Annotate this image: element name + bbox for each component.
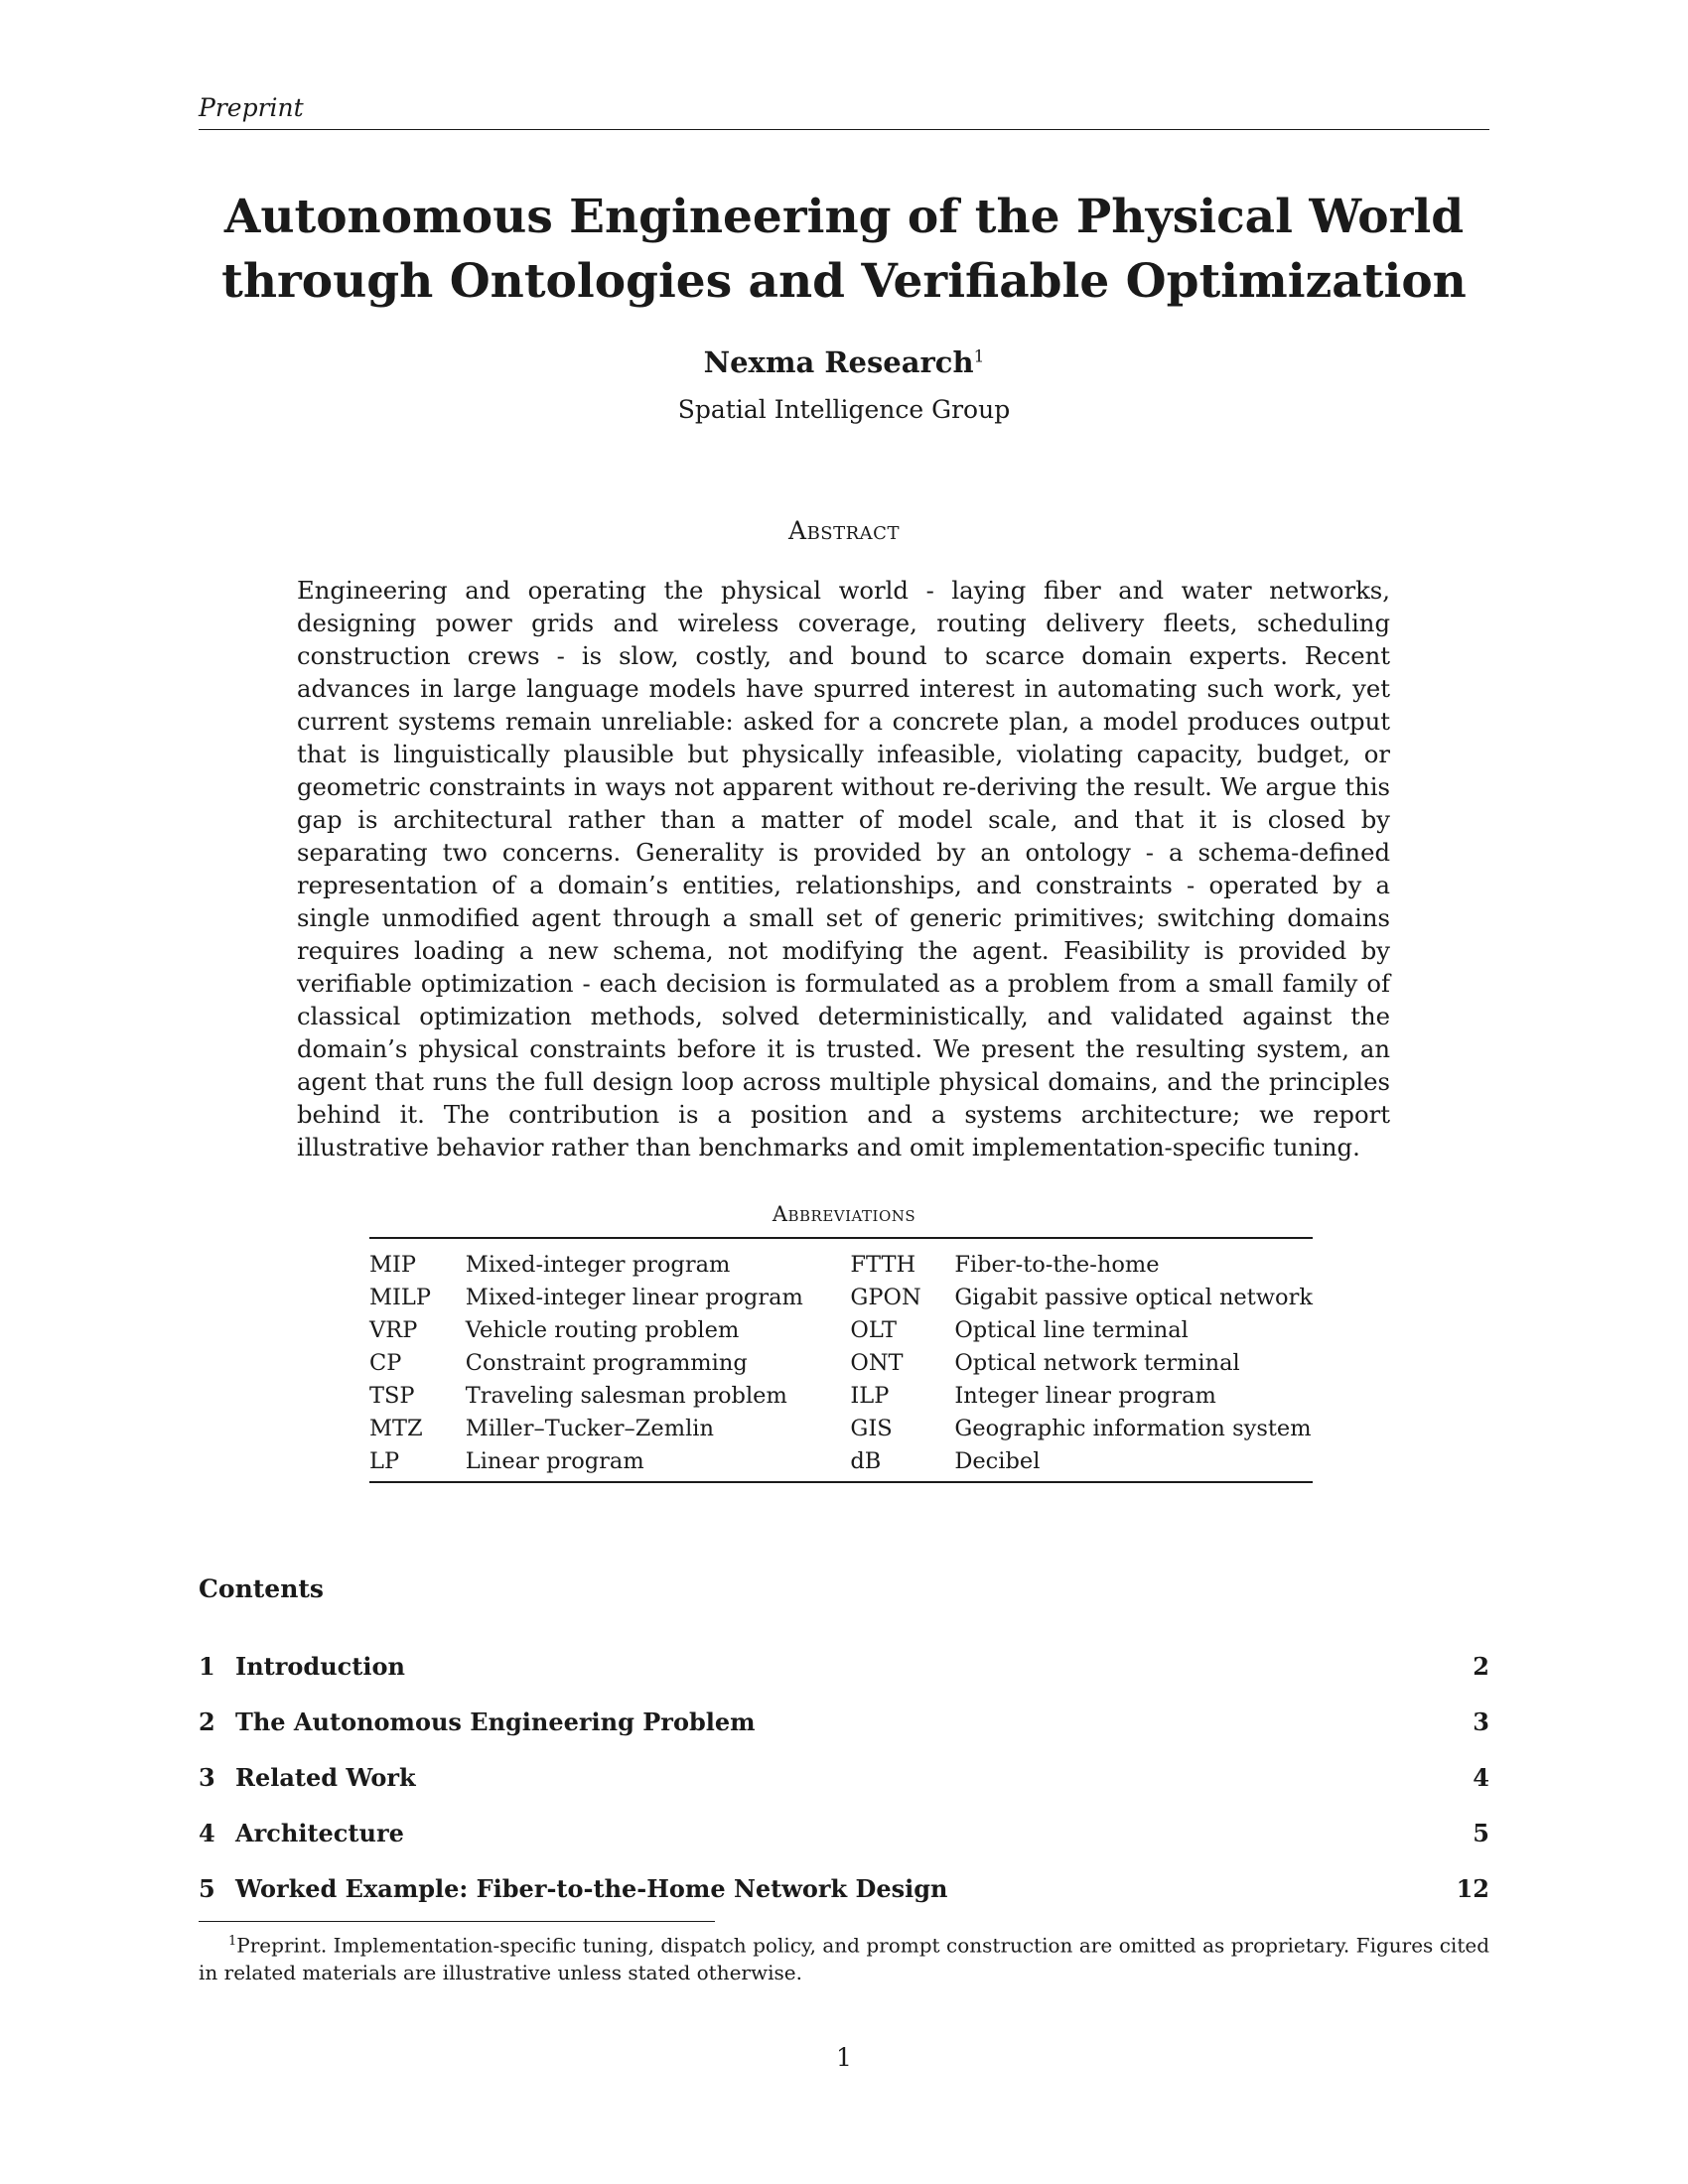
toc-number: 1 (199, 1652, 215, 1681)
footnote (199, 1928, 1489, 1986)
abstract-heading: Abstract (788, 516, 900, 545)
toc-title: Related Work (235, 1763, 416, 1792)
toc-number: 2 (199, 1707, 215, 1736)
abbreviation: MTZ (369, 1416, 423, 1441)
toc-page: 2 (1473, 1652, 1489, 1681)
table-row (369, 1347, 1313, 1380)
abbreviation: MILP (369, 1285, 432, 1310)
table-row (369, 1380, 1313, 1413)
abbreviations-table (369, 1237, 1313, 1483)
abbreviation-definition: Constraint programming (465, 1350, 748, 1376)
toc-number: 5 (199, 1874, 215, 1903)
running-head: Preprint (199, 93, 304, 122)
abbreviation-definition: Miller–Tucker–Zemlin (465, 1416, 714, 1441)
table-row (369, 1314, 1313, 1347)
abbreviation-definition: Mixed-integer linear program (465, 1285, 803, 1310)
abbreviation-definition: Integer linear program (954, 1383, 1216, 1409)
toc-number: 3 (199, 1763, 215, 1792)
paper-title (199, 185, 1489, 314)
abbreviation-definition: Decibel (954, 1445, 1313, 1482)
abbreviations-heading: Abbreviations (772, 1202, 916, 1226)
toc-title: Worked Example: Fiber-to-the-Home Network Design (235, 1874, 948, 1903)
abbreviation: CP (369, 1350, 402, 1376)
toc-title: The Autonomous Engineering Problem (235, 1707, 756, 1736)
contents-heading: Contents (199, 1574, 325, 1603)
toc-title: Architecture (235, 1819, 404, 1847)
abbreviation-definition: Traveling salesman problem (465, 1383, 787, 1409)
abbreviation-definition: Mixed-integer program (466, 1238, 851, 1282)
page-number: 1 (836, 2043, 852, 2072)
author-name: Nexma Research (703, 345, 974, 379)
toc-entry-architecture[interactable] (199, 1819, 1489, 1852)
abstract-text: Engineering and operating the physical world - laying fiber and water networks, designing power grids and wireless coverage, routing delivery fleets, scheduling construction crews - is slow, costly, and bound to scarce domain experts. Recent advances in large language models have spurred interest in automating such work, yet current systems remain unreliable: asked for a concrete plan, a model produces output that is linguistically plausible but physically infeasible, violating capacity, budget, or geometric constraints in ways not apparent without re-deriving the result. We argue this gap is architectural rather than a matter of model scale, and that it is closed by separating two concerns. Generality is provided by an ontology - a schema-defined representation of a domain’s entities, relationships, and constraints - operated by a single unmodified agent through a small set of generic primitives; switching domains requires loading a new schema, not modifying the agent. Feasibility is provided by verifiable optimization - each decision is formulated as a problem from a small family of classical optimization methods, solved deterministically, and validated against the domain’s physical constraints before it is trusted. We present the resulting system, an agent that runs the full design loop across multiple physical domains, and the principles behind it. The contribution is a position and a systems architecture; we report illustrative behavior rather than benchmarks and omit implementation-specific tuning. (297, 576, 1390, 1161)
abbreviation-definition: Fiber-to-the-home (954, 1238, 1313, 1282)
table-row (369, 1413, 1313, 1445)
toc-entry-related-work[interactable] (199, 1763, 1489, 1797)
abbreviation-definition: Optical line terminal (954, 1317, 1189, 1343)
author (199, 345, 1489, 379)
abbreviation: TSP (369, 1383, 415, 1409)
header-rule (199, 129, 1489, 130)
abbreviation: FTTH (850, 1238, 954, 1282)
footnote-rule (199, 1921, 715, 1922)
abbreviation: ILP (850, 1383, 890, 1409)
toc-entry-worked-example[interactable] (199, 1874, 1489, 1908)
abbreviation: VRP (369, 1317, 418, 1343)
footnote-text: Preprint. Implementation-specific tuning, dispatch policy, and prompt construction are omitted as proprietary. Figures cited in related materials are illustrative unless stated otherwise. (199, 1933, 1489, 1984)
abbreviation: LP (369, 1445, 466, 1482)
title-line-1: Autonomous Engineering of the Physical World (223, 190, 1465, 244)
toc-title: Introduction (235, 1652, 405, 1681)
toc-number: 4 (199, 1819, 215, 1847)
abbreviation: OLT (850, 1317, 897, 1343)
abbreviation-definition: Gigabit passive optical network (954, 1285, 1313, 1310)
abbreviation-definition: Geographic information system (954, 1416, 1312, 1441)
table-row (369, 1282, 1313, 1314)
abbreviation: GIS (850, 1416, 893, 1441)
footnote-mark: 1 (228, 1934, 237, 1949)
table-row (369, 1238, 1313, 1282)
toc-page: 3 (1473, 1707, 1489, 1736)
author-footnote-mark: 1 (973, 346, 985, 367)
abbreviation-definition: Linear program (466, 1445, 851, 1482)
toc-page: 12 (1456, 1874, 1489, 1903)
abbreviation: MIP (369, 1238, 466, 1282)
table-row (369, 1445, 1313, 1482)
affiliation: Spatial Intelligence Group (677, 395, 1011, 424)
toc-page: 4 (1473, 1763, 1489, 1792)
abbreviation: dB (850, 1445, 954, 1482)
toc-entry-introduction[interactable] (199, 1652, 1489, 1686)
toc-page: 5 (1473, 1819, 1489, 1847)
title-line-2: through Ontologies and Verifiable Optimization (221, 254, 1467, 309)
toc-entry-problem[interactable] (199, 1707, 1489, 1741)
abbreviation: ONT (850, 1350, 904, 1376)
abbreviation: GPON (850, 1285, 921, 1310)
abbreviation-definition: Vehicle routing problem (465, 1317, 740, 1343)
abbreviation-definition: Optical network terminal (954, 1350, 1240, 1376)
